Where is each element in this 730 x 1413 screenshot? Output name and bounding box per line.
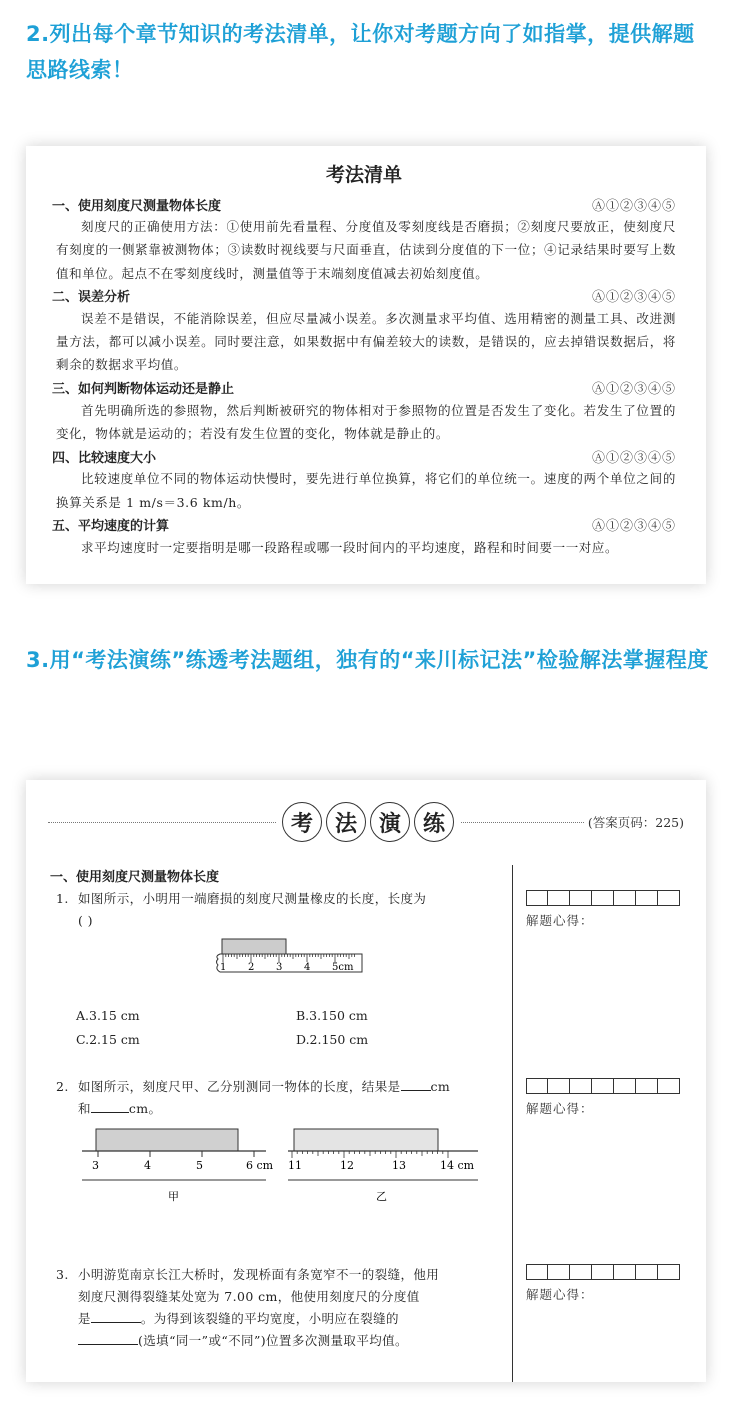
ruler-label: 6 cm xyxy=(246,1159,274,1172)
ruler-b-name: 乙 xyxy=(376,1190,387,1203)
question-text: 和 xyxy=(78,1101,91,1116)
notes-box-1 xyxy=(526,890,680,929)
section-body: 刻度尺的正确使用方法：①使用前先看量程、分度值及零刻度线是否磨损；②刻度尺要放正，使刻度尺有刻度的一侧紧靠被测物体；③读数时视线要与尺面垂直，估读到分度值的下一位；④记录结果时要写上数值和单位。起点不在零刻度线时，测量值等于末端刻度值减去初始刻度值。 xyxy=(56,219,676,281)
section-body: 求平均速度时一定要指明是哪一段路程或哪一段时间内的平均速度，路程和时间要一一对应。 xyxy=(81,539,619,555)
object-block-b xyxy=(294,1129,438,1151)
answer-page-ref: (答案页码：225) xyxy=(584,813,684,831)
column-divider xyxy=(512,865,513,1382)
mark-boxes[interactable] xyxy=(526,890,680,906)
practice-card xyxy=(26,780,706,1382)
ruler-a-name: 甲 xyxy=(168,1190,179,1203)
answer-paren: ( ) xyxy=(78,913,93,928)
question-number: 3. xyxy=(56,1267,69,1282)
promo-heading-3: 3.用“考法演练”练透考法题组，独有的“来川标记法”检验解法掌握程度 xyxy=(26,648,709,672)
answer-blank[interactable] xyxy=(78,1331,138,1345)
ruler-label: 11 xyxy=(288,1159,302,1172)
question-text: 小明游览南京长江大桥时，发现桥面有条宽窄不一的裂缝，他用 xyxy=(78,1267,440,1282)
ruler-label: 5cm xyxy=(332,962,354,973)
choice-b[interactable]: B.3.150 cm xyxy=(296,1008,368,1023)
choice-d[interactable]: D.2.150 cm xyxy=(296,1032,369,1047)
practice-title xyxy=(276,802,460,842)
checklist-title: 考法清单 xyxy=(325,164,402,186)
notes-label: 解题心得： xyxy=(526,1287,594,1302)
section-title: 四、比较速度大小 xyxy=(52,450,157,466)
question-text: 是 xyxy=(78,1311,91,1326)
section-heading xyxy=(52,285,676,307)
title-char: 考 xyxy=(282,802,322,842)
notes-box-2 xyxy=(526,1078,680,1117)
section-title: 一、使用刻度尺测量物体长度 xyxy=(52,198,222,214)
ruler-label: 5 xyxy=(196,1159,203,1172)
answer-blank[interactable] xyxy=(401,1077,431,1091)
checklist-card xyxy=(26,146,706,584)
section-title: 二、误差分析 xyxy=(52,290,131,306)
answer-blank[interactable] xyxy=(91,1099,129,1113)
ruler-a-ticks xyxy=(98,1151,254,1157)
ruler-b-ticks xyxy=(292,1151,448,1158)
section-body: 比较速度单位不同的物体运动快慢时，要先进行单位换算，将它们的单位统一。速度的两个单位之间的换算关系是 1 m/s＝3.6 km/h。 xyxy=(56,471,676,510)
ruler-label: 3 xyxy=(92,1159,99,1172)
question-text: 如图所示，刻度尺甲、乙分别测同一物体的长度，结果是 xyxy=(78,1079,401,1094)
question-text: (选填“同一”或“不同”)位置多次测量取平均值。 xyxy=(138,1333,408,1348)
ruler-label: 1 xyxy=(220,962,227,973)
mastery-marks: Ⓐ①②③④⑤ xyxy=(591,290,676,306)
ruler-label: 4 xyxy=(144,1159,151,1172)
ruler-label: 12 xyxy=(340,1159,354,1172)
section-heading xyxy=(52,377,676,399)
choice-c[interactable]: C.2.15 cm xyxy=(76,1032,140,1047)
practice-header xyxy=(48,802,684,842)
section-body: 误差不是错误，不能消除误差，但应尽量减小误差。多次测量求平均值、选用精密的测量工具、改进测量方法，都可以减小误差。同时要注意，如果数据中有偏差较大的读数，是错误的，应去掉错误数据后，将剩余的数据求平均值。 xyxy=(56,310,676,373)
notes-box-3 xyxy=(526,1264,680,1303)
mastery-marks: Ⓐ①②③④⑤ xyxy=(591,450,676,466)
mark-boxes[interactable] xyxy=(526,1264,680,1280)
question-text: 刻度尺测得裂缝某处宽为 7.00 cm，他使用刻度尺的分度值 xyxy=(78,1289,420,1304)
eraser-block xyxy=(222,939,286,954)
ruler-label: 4 xyxy=(304,962,311,973)
section-heading xyxy=(52,514,676,536)
title-char: 演 xyxy=(370,802,410,842)
section-title: 三、如何判断物体运动还是静止 xyxy=(52,382,235,398)
notes-label: 解题心得： xyxy=(526,1101,594,1116)
mastery-marks: Ⓐ①②③④⑤ xyxy=(591,198,676,214)
unit-text: cm。 xyxy=(128,1101,162,1116)
promo-heading-2: 2.列出每个章节知识的考法清单，让你对考题方向了如指掌，提供解题思路线索！ xyxy=(26,22,695,82)
ruler-figure-1 xyxy=(214,938,364,978)
section-heading xyxy=(52,193,676,215)
ruler-label: 13 xyxy=(392,1159,406,1172)
question-number: 1. xyxy=(56,891,69,906)
notes-label: 解题心得： xyxy=(526,913,594,928)
checklist-sections xyxy=(52,193,676,559)
unit-text: cm xyxy=(430,1079,451,1094)
mastery-marks: Ⓐ①②③④⑤ xyxy=(591,382,676,398)
question-2 xyxy=(56,1076,501,1120)
ruler-label: 14 cm xyxy=(440,1159,475,1172)
practice-section-heading: 一、使用刻度尺测量物体长度 xyxy=(50,870,220,885)
answer-blank[interactable] xyxy=(91,1309,141,1323)
question-text: 。为得到该裂缝的平均宽度，小明应在裂缝的 xyxy=(140,1311,399,1326)
ruler-label: 3 xyxy=(276,962,283,973)
title-char: 法 xyxy=(326,802,366,842)
mark-boxes[interactable] xyxy=(526,1078,680,1094)
question-text: 如图所示，小明用一端磨损的刻度尺测量橡皮的长度，长度为 xyxy=(78,891,427,906)
section-title: 五、平均速度的计算 xyxy=(52,519,170,535)
section-heading xyxy=(52,445,676,467)
section-body: 首先明确所选的参照物，然后判断被研究的物体相对于参照物的位置是否发生了变化。若发生了位置的变化，物体就是运动的；若没有发生位置的变化，物体就是静止的。 xyxy=(56,402,676,442)
question-1 xyxy=(56,888,501,932)
ruler-label: 2 xyxy=(248,962,255,973)
choice-a[interactable]: A.3.15 cm xyxy=(76,1008,140,1023)
title-char: 练 xyxy=(414,802,454,842)
question-number: 2. xyxy=(56,1079,69,1094)
mastery-marks: Ⓐ①②③④⑤ xyxy=(591,519,676,535)
question-3 xyxy=(56,1264,501,1352)
object-block-a xyxy=(96,1129,238,1151)
ruler-figure-2 xyxy=(80,1124,510,1204)
